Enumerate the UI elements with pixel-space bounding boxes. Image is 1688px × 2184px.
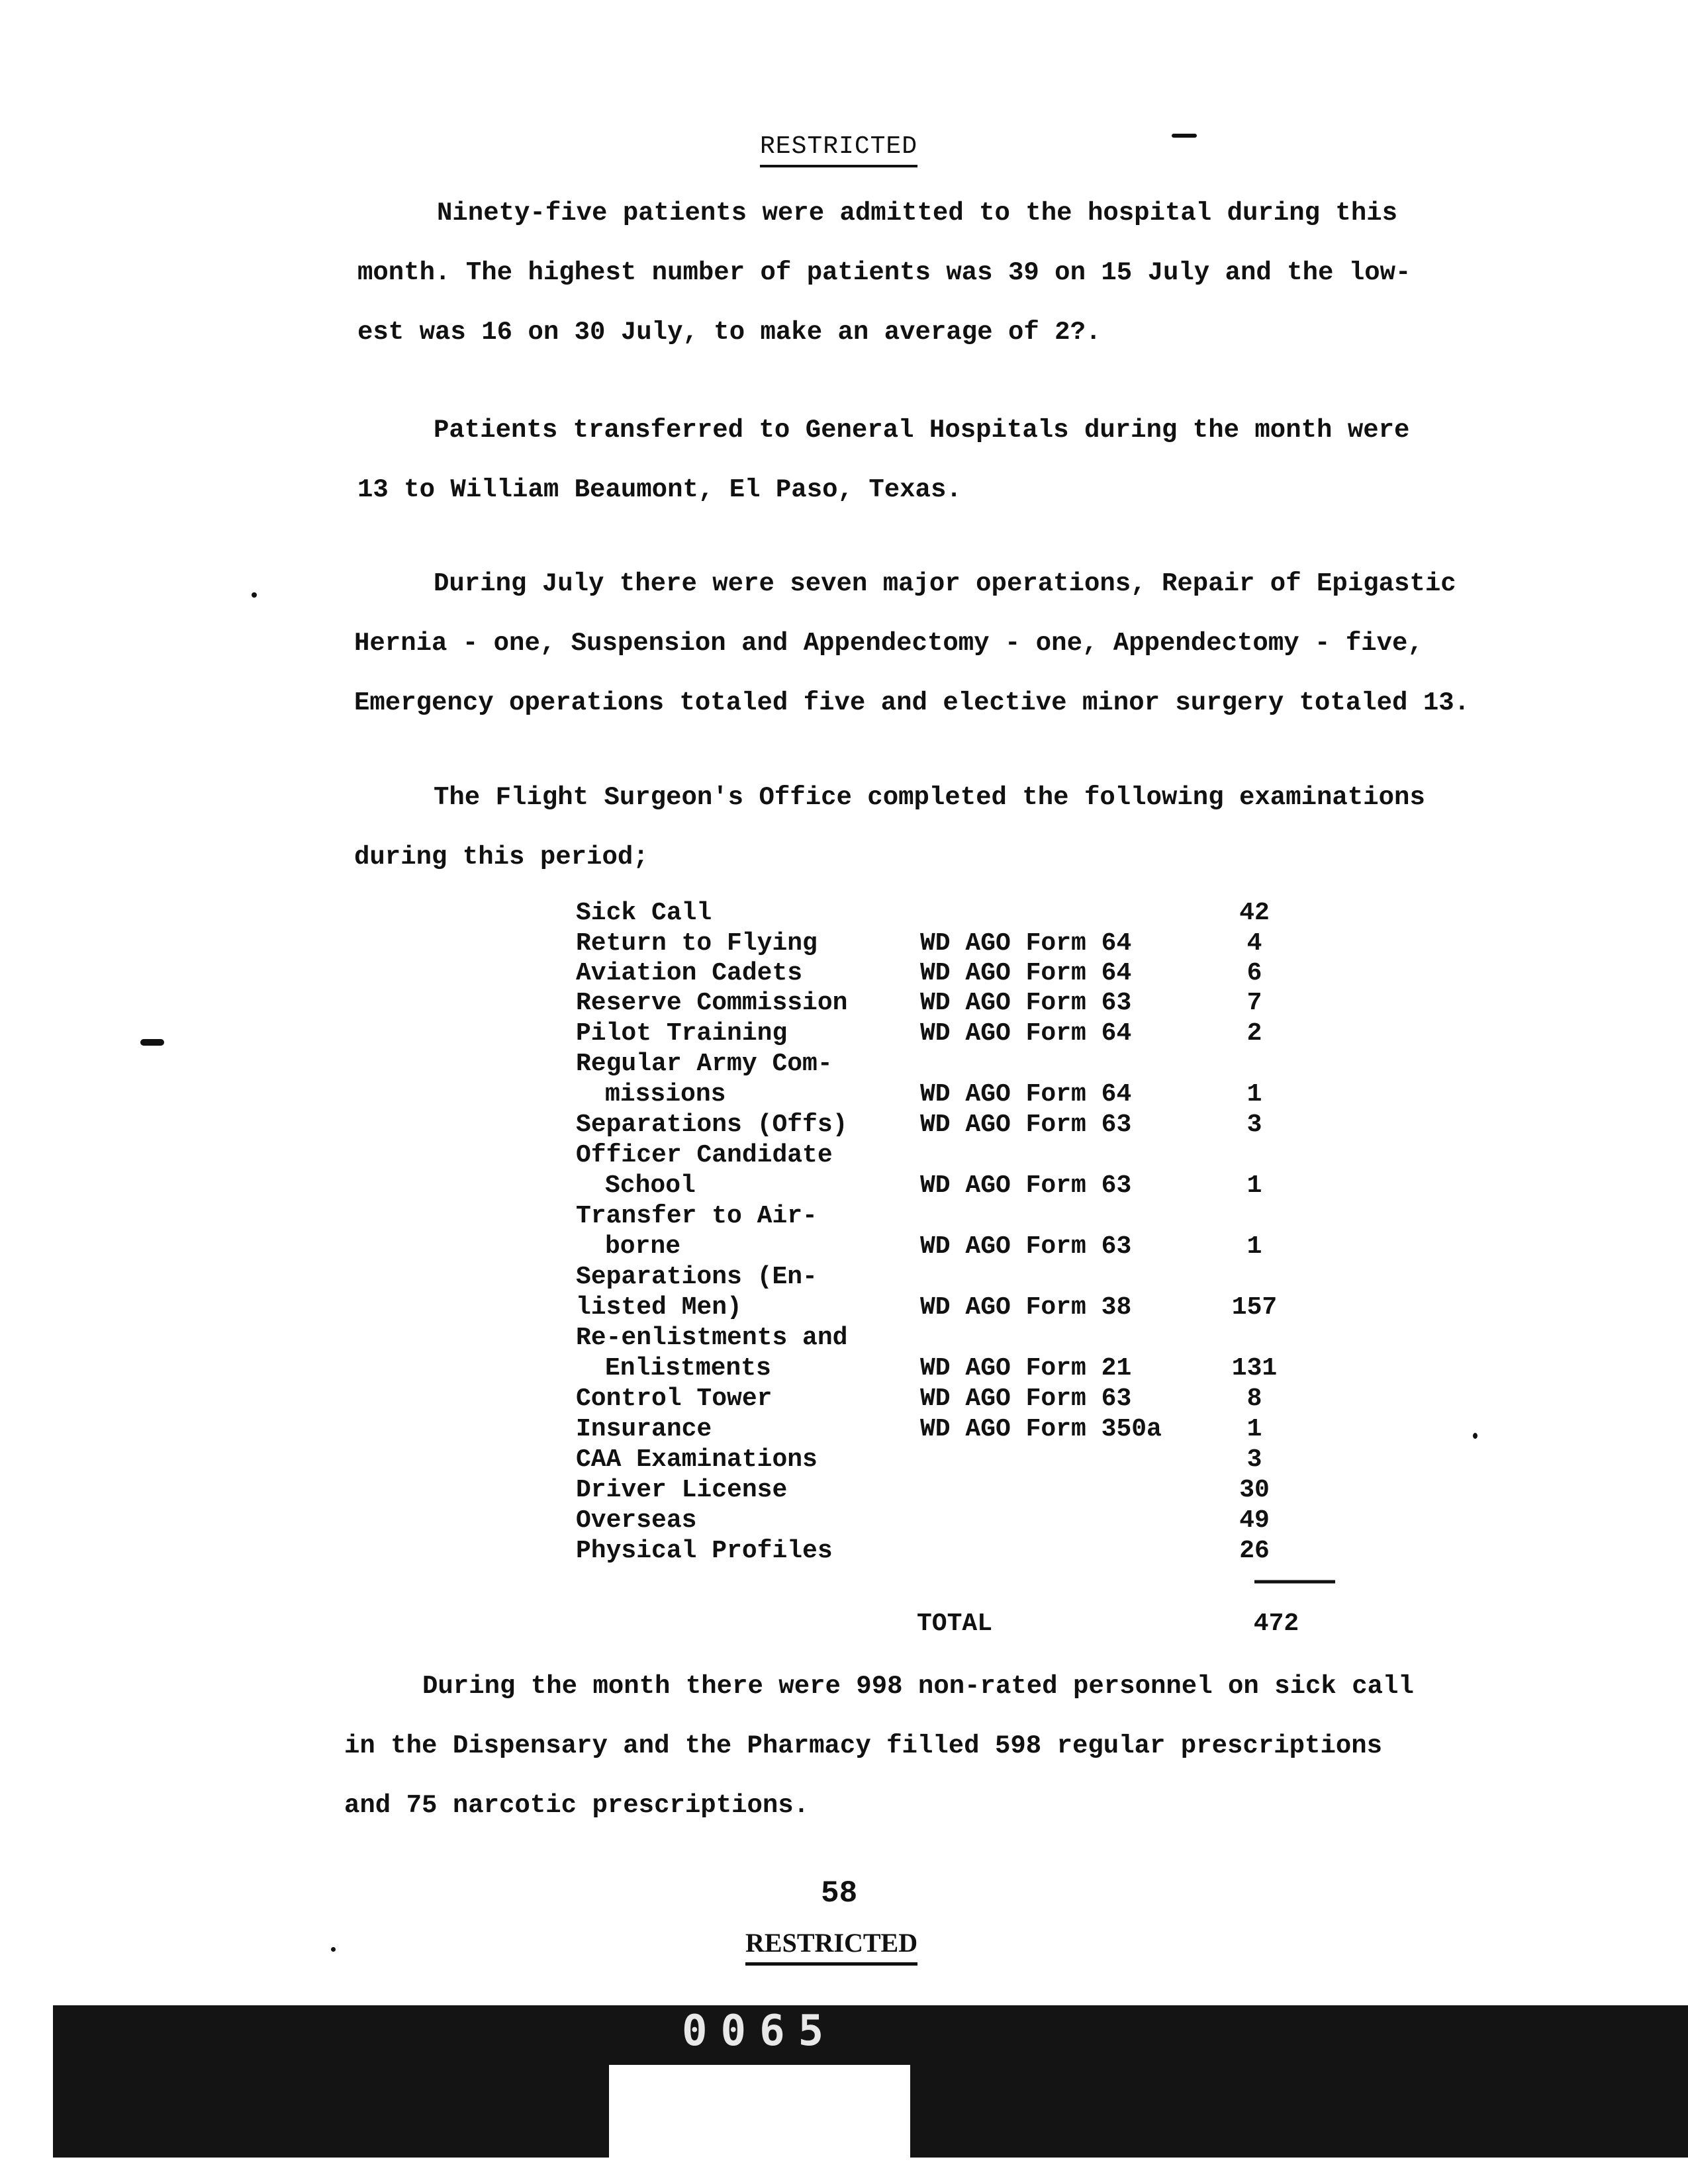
closing-line-3: and 75 narcotic prescriptions. (344, 1791, 810, 1820)
exam-form: WD AGO Form 63 (920, 1171, 1132, 1200)
paragraph-3-line-3: Emergency operations totaled five and elective minor surgery totaled 13. (354, 688, 1470, 717)
exam-name: Officer Candidate (576, 1141, 833, 1169)
paragraph-1-line-1: Ninety-five patients were admitted to the hospital during this (437, 199, 1398, 228)
exam-name: Regular Army Com- (576, 1050, 833, 1078)
exam-name: Driver License (576, 1476, 788, 1504)
scan-speck (331, 1947, 336, 1952)
exam-count: 1 (1246, 1415, 1262, 1443)
exam-count: 157 (1231, 1293, 1278, 1322)
film-frame-number: 0065 (682, 2007, 837, 2056)
scan-mark (1172, 134, 1197, 138)
exam-name: Reserve Commission (576, 989, 848, 1017)
header-restricted-marking: RESTRICTED (760, 132, 917, 167)
scan-mark (140, 1039, 164, 1046)
paragraph-3-line-1: During July there were seven major operations, Repair of Epigastic (434, 569, 1456, 598)
exam-form: WD AGO Form 63 (920, 1232, 1132, 1261)
exam-form: WD AGO Form 63 (920, 1111, 1132, 1139)
exam-form: WD AGO Form 63 (920, 1385, 1132, 1413)
exam-name-continued: School (605, 1171, 696, 1200)
total-value: 472 (1253, 1610, 1299, 1638)
page-number: 58 (821, 1876, 858, 1911)
scan-speck (1473, 1433, 1477, 1439)
exam-name: Physical Profiles (576, 1537, 833, 1565)
exam-form: WD AGO Form 38 (920, 1293, 1132, 1322)
exam-name: Return to Flying (576, 929, 818, 958)
sum-rule (679, 1579, 1335, 1586)
exam-name: Separations (Offs) (576, 1111, 848, 1139)
film-border-notch (609, 2065, 910, 2164)
exam-count: 3 (1246, 1111, 1262, 1139)
exam-form: WD AGO Form 21 (920, 1354, 1132, 1383)
exam-name-continued: missions (605, 1080, 726, 1109)
exam-name-continued: borne (605, 1232, 681, 1261)
exam-count: 42 (1239, 899, 1270, 927)
exam-count: 1 (1246, 1171, 1262, 1200)
exam-count: 1 (1246, 1080, 1262, 1109)
paragraph-3-line-2: Hernia - one, Suspension and Appendectomy - one, Appendectomy - five, (354, 629, 1423, 658)
exam-name: Separations (En- (576, 1263, 818, 1291)
scan-speck (252, 592, 257, 598)
paragraph-4-line-2: during this period; (354, 842, 649, 872)
exam-name: Re-enlistments and (576, 1324, 848, 1352)
closing-line-1: During the month there were 998 non-rated personnel on sick call (422, 1672, 1414, 1701)
paragraph-2-line-2: 13 to William Beaumont, El Paso, Texas. (357, 475, 962, 504)
exam-count: 6 (1246, 959, 1262, 987)
exam-count: 3 (1246, 1445, 1262, 1474)
exam-name: Transfer to Air- (576, 1202, 818, 1230)
exam-name: CAA Examinations (576, 1445, 818, 1474)
exam-name: Control Tower (576, 1385, 773, 1413)
paragraph-4-line-1: The Flight Surgeon's Office completed the following examinations (434, 783, 1425, 812)
exam-count: 2 (1246, 1019, 1262, 1048)
exam-count: 8 (1246, 1385, 1262, 1413)
exam-name: Pilot Training (576, 1019, 788, 1048)
exam-count: 26 (1239, 1537, 1270, 1565)
exam-count: 30 (1239, 1476, 1270, 1504)
exam-form: WD AGO Form 64 (920, 959, 1132, 987)
total-label: TOTAL (917, 1610, 993, 1638)
paragraph-1-line-3: est was 16 on 30 July, to make an average of 2?. (357, 318, 1102, 347)
exam-count: 131 (1231, 1354, 1278, 1383)
exam-count: 7 (1246, 989, 1262, 1017)
exam-name: Insurance (576, 1415, 712, 1443)
exam-count: 49 (1239, 1506, 1270, 1535)
exam-form: WD AGO Form 64 (920, 1019, 1132, 1048)
exam-form: WD AGO Form 64 (920, 1080, 1132, 1109)
closing-line-2: in the Dispensary and the Pharmacy filled 598 regular prescriptions (344, 1731, 1383, 1760)
exam-form: WD AGO Form 63 (920, 989, 1132, 1017)
exam-name: Overseas (576, 1506, 697, 1535)
footer-restricted-marking: RESTRICTED (745, 1927, 917, 1966)
exam-form: WD AGO Form 350a (920, 1415, 1162, 1443)
exam-name: Sick Call (576, 899, 712, 927)
exam-name-continued: listed Men) (576, 1293, 742, 1322)
exam-name: Aviation Cadets (576, 959, 803, 987)
paragraph-2-line-1: Patients transferred to General Hospitals during the month were (434, 416, 1410, 445)
exam-count: 4 (1246, 929, 1262, 958)
paragraph-1-line-2: month. The highest number of patients was 39 on 15 July and the low- (357, 258, 1411, 287)
exam-form: WD AGO Form 64 (920, 929, 1132, 958)
exam-count: 1 (1246, 1232, 1262, 1261)
exam-name-continued: Enlistments (605, 1354, 771, 1383)
